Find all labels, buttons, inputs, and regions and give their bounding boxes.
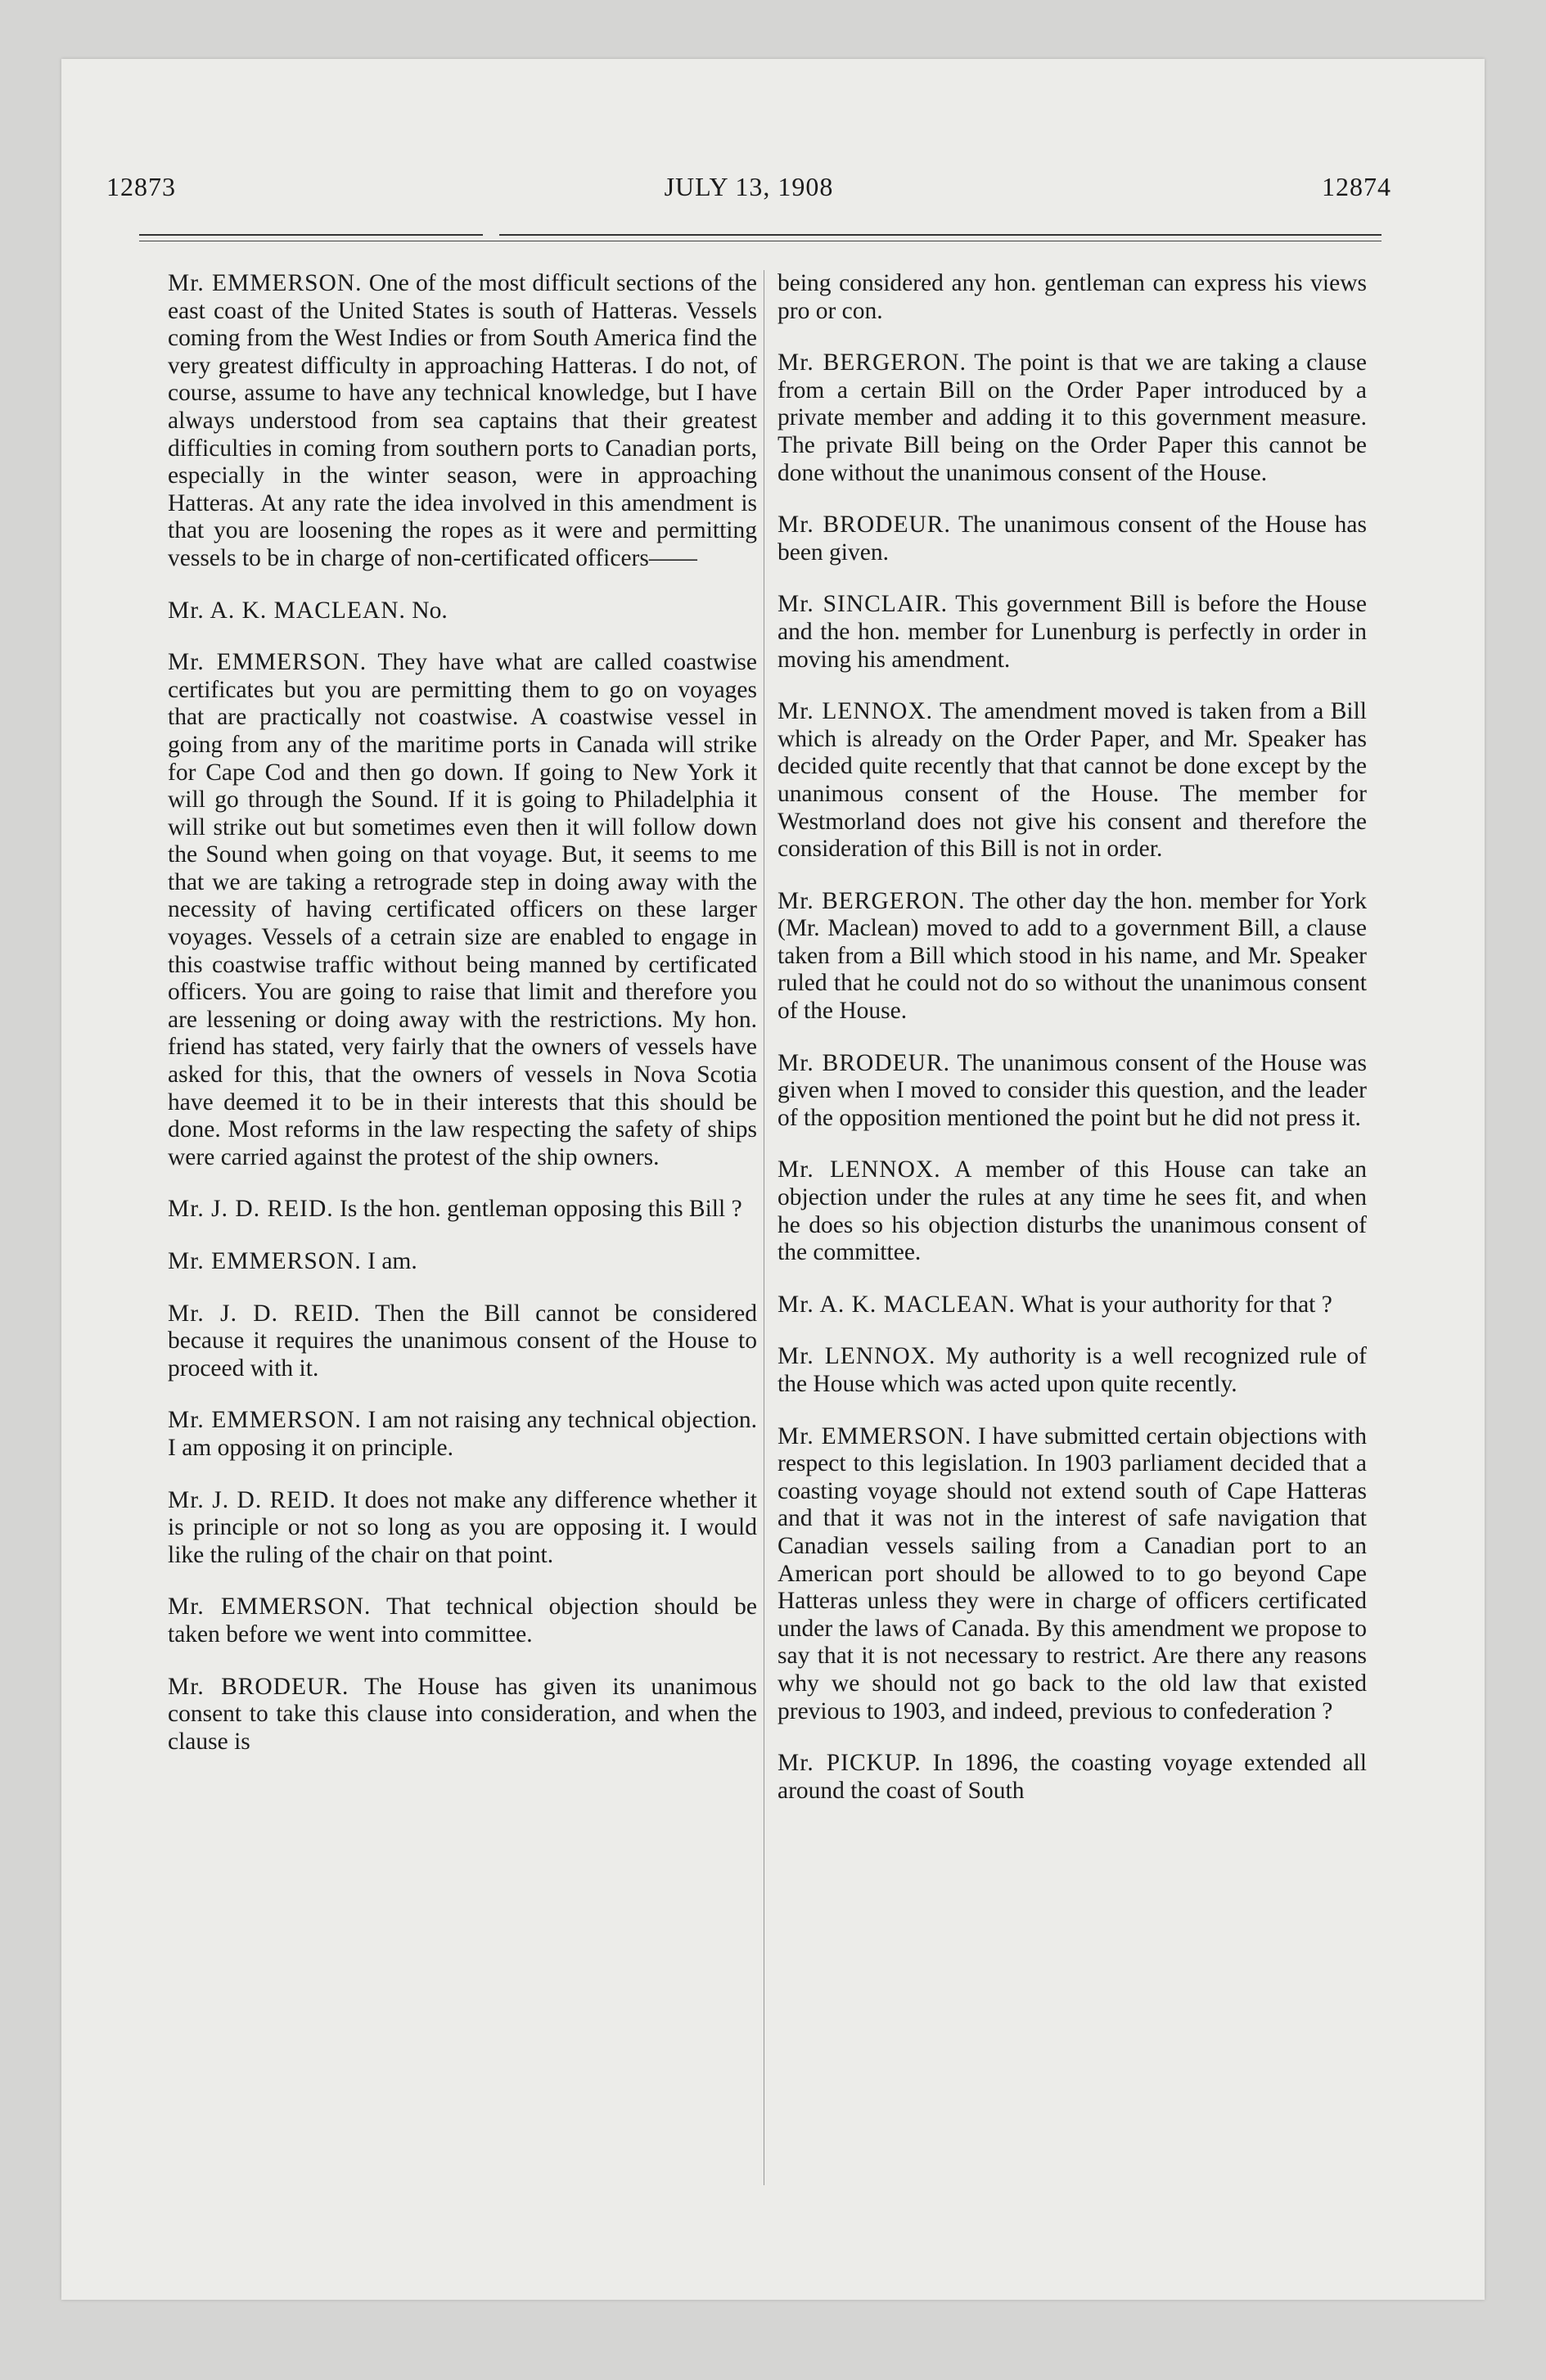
speech-text: They have what are called coastwise certificates but you are permitting them to go on voyages that are practically not coastwise. A coastwise vessel in going from any of the maritime ports in Canada will strike for Cape Cod and then go down. If going to New York it will go through the Sound. If it is going to Philadelphia it will strike out but sometimes even then it will follow down the Sound when going on that voyage. But, it seems to me that we are taking a retrograde step in doing away with the necessity of having certificated officers on these larger voyages. Vessels of a cetrain size are enabled to engage in this coastwise traffic without being manned by certificated officers. You are going to raise that limit and therefore you are lessening or doing away with the restrictions. My hon. friend has stated, very fairly that the owners of vessels have asked for this, that the owners of vessels in Nova Scotia have deemed it to be in their interests that this should be done. Most reforms in the law respecting the safety of ships were carried against the protest of the ship owners.: [168, 649, 758, 1170]
speech-text: A member of this House can take an objection under the rules at any time he sees fit, and when he does so his objection disturbs the unanimous consent of the committee.: [778, 1156, 1367, 1266]
speech-text: No.: [412, 597, 448, 624]
speaker-name: Mr. PICKUP.: [778, 1750, 922, 1777]
speech-paragraph: [168, 597, 757, 625]
speaker-name: Mr. LENNOX.: [778, 1156, 941, 1183]
speaker-name: Mr. BERGERON.: [778, 349, 967, 376]
speech-text: The other day the hon. member for York (Mr. Maclean) moved to add to a government Bill, a clause taken from a Bill which stood in his name, and Mr. Speaker ruled that he could not do so without the unanimous consent of the House.: [778, 887, 1367, 1025]
page-header: [106, 172, 1391, 213]
speaker-name: Mr. A. K. MACLEAN.: [168, 597, 406, 624]
speaker-name: Mr. J. D. REID.: [168, 1196, 334, 1223]
speech-text: The House has given its unanimous consent to take this clause into consideration, and when the clause is: [168, 1673, 757, 1755]
speech-text: I have submitted certain objections with respect to this legislation. In 1903 parliament decided that a coasting voyage should not extend south of Cape Hatteras and that it was not in the interest of safe navigation that Canadian vessels sailing from a Canadian port to an American port should be allowed to to go beyond Cape Hatteras unless they were in charge of officers certificated under the laws of Canada. By this amendment we propose to say that it is not necessary to restrict. Are there any reasons why we should not go back to the old law that existed previous to 1903, and indeed, previous to confederation ?: [778, 1422, 1367, 1724]
header-rule-left: [139, 234, 483, 236]
speech-paragraph: [778, 1291, 1367, 1319]
speech-paragraph: [168, 1300, 757, 1383]
right-page-number: 12874: [1322, 172, 1391, 201]
speech-text: I am.: [367, 1248, 417, 1274]
speech-paragraph: [168, 1407, 757, 1462]
speech-paragraph: [778, 270, 1367, 325]
speech-text: Is the hon. gentleman opposing this Bill ?: [340, 1196, 742, 1223]
speech-paragraph: [778, 1343, 1367, 1398]
speaker-name: Mr. LENNOX.: [778, 698, 933, 725]
speech-paragraph: [168, 270, 757, 573]
speech-text: The amendment moved is taken from a Bill which is already on the Order Paper, and Mr. Speaker has decided quite recently that that cannot be done except by the unanimous consent of the House. The member for Westmorland does not give his consent and therefore the consideration of this Bill is not in order.: [778, 698, 1367, 863]
speech-text: being considered any hon. gentleman can express his views pro or con.: [778, 270, 1367, 324]
speech-paragraph: [168, 1487, 757, 1570]
speech-paragraph: [778, 888, 1367, 1025]
header-date: JULY 13, 1908: [664, 172, 834, 201]
speaker-name: Mr. LENNOX.: [778, 1343, 936, 1370]
speaker-name: Mr. SINCLAIR.: [778, 591, 948, 618]
speech-text: That technical objection should be taken before we went into committee.: [168, 1593, 757, 1648]
speech-text: What is your authority for that ?: [1021, 1291, 1332, 1318]
speech-paragraph: [778, 1050, 1367, 1133]
speaker-name: Mr. J. D. REID.: [168, 1486, 336, 1513]
speech-text: Then the Bill cannot be considered because it requires the unanimous consent of the House to proceed with it.: [168, 1300, 757, 1382]
speech-paragraph: [778, 1156, 1367, 1266]
speech-text: I am not raising any technical objection. I am opposing it on principle.: [168, 1407, 757, 1461]
speaker-name: Mr. BERGERON.: [778, 887, 966, 914]
left-column: [168, 270, 757, 1780]
speech-paragraph: [778, 1423, 1367, 1726]
speaker-name: Mr. A. K. MACLEAN.: [778, 1291, 1016, 1318]
speech-paragraph: [168, 1248, 757, 1276]
speech-paragraph: [778, 591, 1367, 674]
speech-paragraph: [168, 1593, 757, 1648]
header-rule-right: [499, 234, 1381, 236]
speech-text: This government Bill is before the House and the hon. member for Lunenburg is perfectly in order in moving his amendment.: [778, 591, 1368, 673]
speech-text: The point is that we are taking a clause from a certain Bill on the Order Paper introduced by a private member and adding it to this government measure. The private Bill being on the Order Paper this cannot be done without the unanimous consent of the House.: [778, 349, 1367, 486]
speaker-name: Mr. EMMERSON.: [778, 1422, 972, 1449]
right-column: [778, 270, 1367, 1829]
speaker-name: Mr. BRODEUR.: [778, 512, 951, 539]
speech-paragraph: [778, 512, 1367, 566]
speech-paragraph: [168, 649, 757, 1171]
speaker-name: Mr. BRODEUR.: [778, 1049, 951, 1076]
speaker-name: Mr. EMMERSON.: [168, 1593, 372, 1620]
speech-text: It does not make any difference whether it is principle or not so long as you are opposing it. I would like the ruling of the chair on that point.: [168, 1486, 757, 1568]
speech-text: The unanimous consent of the House was given when I moved to consider this question, and the leader of the opposition mentioned the point but he did not press it.: [778, 1049, 1368, 1131]
speaker-name: Mr. EMMERSON.: [168, 1407, 362, 1434]
speaker-name: Mr. BRODEUR.: [168, 1673, 349, 1700]
speaker-name: Mr. EMMERSON.: [168, 270, 363, 296]
speaker-name: Mr. EMMERSON.: [168, 1248, 362, 1274]
speech-paragraph: [778, 349, 1367, 487]
speech-text: My authority is a well recognized rule of the House which was acted upon quite recently.: [778, 1343, 1367, 1397]
speaker-name: Mr. J. D. REID.: [168, 1300, 361, 1327]
speech-text: The unanimous consent of the House has been given.: [778, 512, 1367, 566]
speech-text: In 1896, the coasting voyage extended all around the coast of South: [778, 1750, 1368, 1804]
speech-paragraph: [168, 1674, 757, 1756]
speech-paragraph: [778, 1750, 1367, 1805]
speech-paragraph: [168, 1196, 757, 1224]
left-page-number: 12873: [106, 172, 176, 201]
speech-text: One of the most difficult sections of the east coast of the United States is south of Hatteras. Vessels coming from the West Indies or from South America find the very greatest difficulty in approaching Hatteras. I do not, of course, assume to have any technical knowledge, but I have always understood from sea captains that their greatest difficulties in coming from southern ports to Canadian ports, especially in the winter season, were in approaching Hatteras. At any rate the idea involved in this amendment is that you are loosening the ropes as it were and permitting vessels to be in charge of non-certificated officers——: [168, 270, 758, 571]
speaker-name: Mr. EMMERSON.: [168, 649, 367, 676]
speech-paragraph: [778, 698, 1367, 863]
